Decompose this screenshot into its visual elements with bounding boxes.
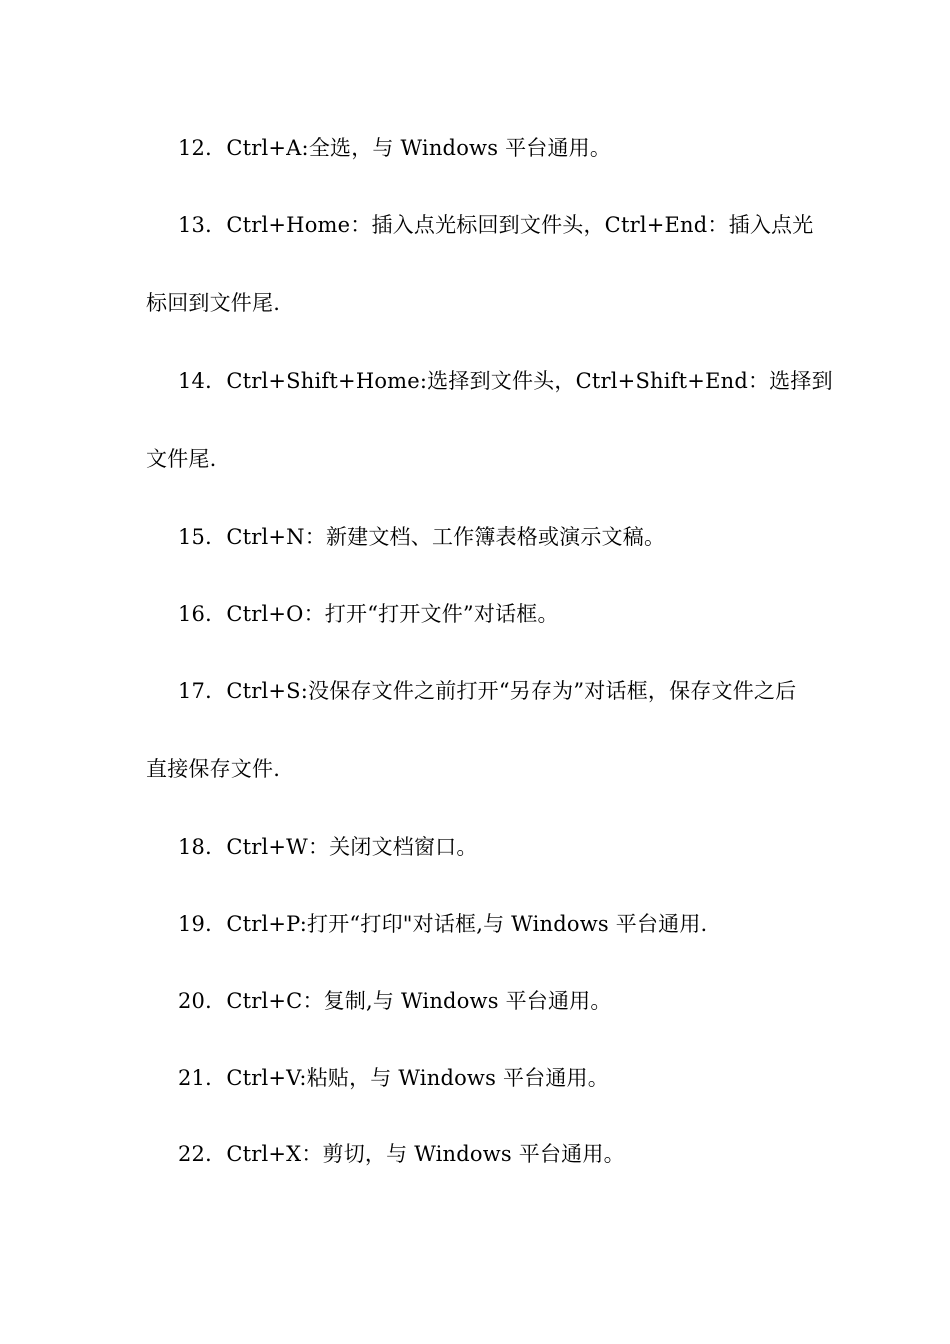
paragraph-20: 20．Ctrl+C：复制,与 Windows 平台通用。 [178,989,612,1013]
paragraph-22: 22．Ctrl+X：剪切，与 Windows 平台通用。 [178,1142,625,1166]
paragraph-18: 18．Ctrl+W：关闭文档窗口。 [178,835,478,859]
paragraph-14-continued: 文件尾. [146,447,217,471]
paragraph-16: 16．Ctrl+O：打开“打开文件”对话框。 [178,602,559,626]
paragraph-15: 15．Ctrl+N：新建文档、工作簿表格或演示文稿。 [178,525,666,549]
paragraph-17: 17．Ctrl+S:没保存文件之前打开“另存为”对话框，保存文件之后 [178,679,797,703]
paragraph-13: 13．Ctrl+Home：插入点光标回到文件头，Ctrl+End：插入点光 [178,213,814,237]
paragraph-12: 12．Ctrl+A:全选，与 Windows 平台通用。 [178,136,612,160]
paragraph-13-continued: 标回到文件尾. [146,291,281,315]
paragraph-19: 19．Ctrl+P:打开“打印"对话框,与 Windows 平台通用. [178,912,708,936]
paragraph-14: 14．Ctrl+Shift+Home:选择到文件头，Ctrl+Shift+End：选择到 [178,369,833,393]
paragraph-17-continued: 直接保存文件. [146,757,281,781]
paragraph-21: 21．Ctrl+V:粘贴，与 Windows 平台通用。 [178,1066,609,1090]
